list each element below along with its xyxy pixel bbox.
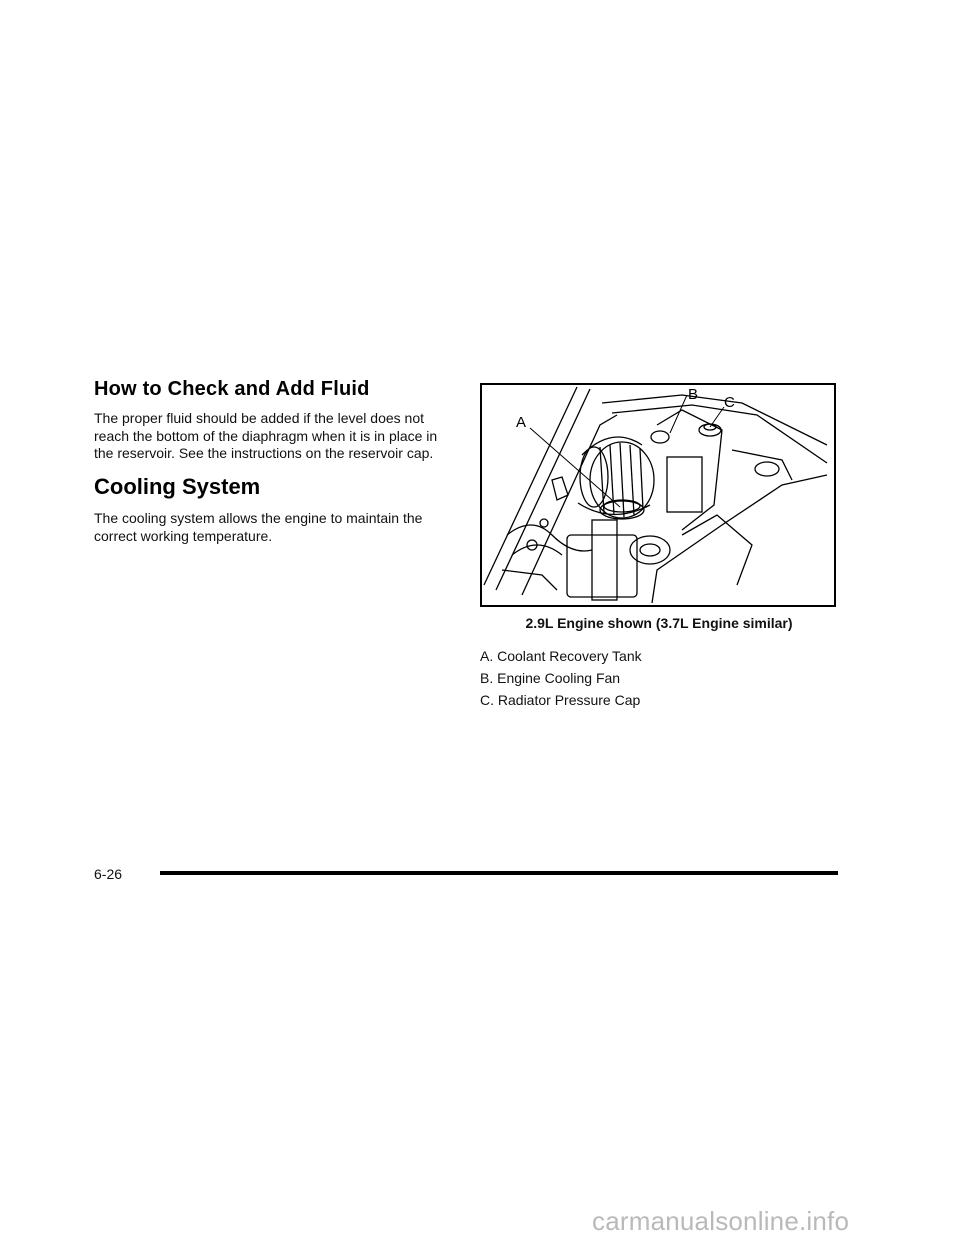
page-number: 6-26: [94, 866, 123, 882]
footer-rule: [160, 871, 838, 875]
section-body-check-fluid: The proper fluid should be added if the level does not reach the bottom of the diaphragm when it is in place in the reservoir. See the instructions on the reservoir cap.: [94, 410, 438, 461]
callout-a: A: [516, 414, 527, 431]
callout-c: C: [724, 394, 735, 411]
engine-illustration: [480, 383, 836, 607]
legend-item-c: C. Radiator Pressure Cap: [480, 692, 641, 708]
legend-item-b: B. Engine Cooling Fan: [480, 670, 621, 686]
figure-caption: 2.9L Engine shown (3.7L Engine similar): [525, 615, 793, 631]
watermark: carmanualsonline.info: [592, 1206, 850, 1236]
section-body-cooling-system: The cooling system allows the engine to maintain the correct working temperature.: [94, 510, 423, 544]
section-heading-cooling-system: Cooling System: [94, 474, 261, 499]
legend-item-a: A. Coolant Recovery Tank: [480, 648, 642, 664]
callout-b: B: [688, 386, 699, 403]
section-heading-check-fluid: How to Check and Add Fluid: [94, 378, 370, 400]
